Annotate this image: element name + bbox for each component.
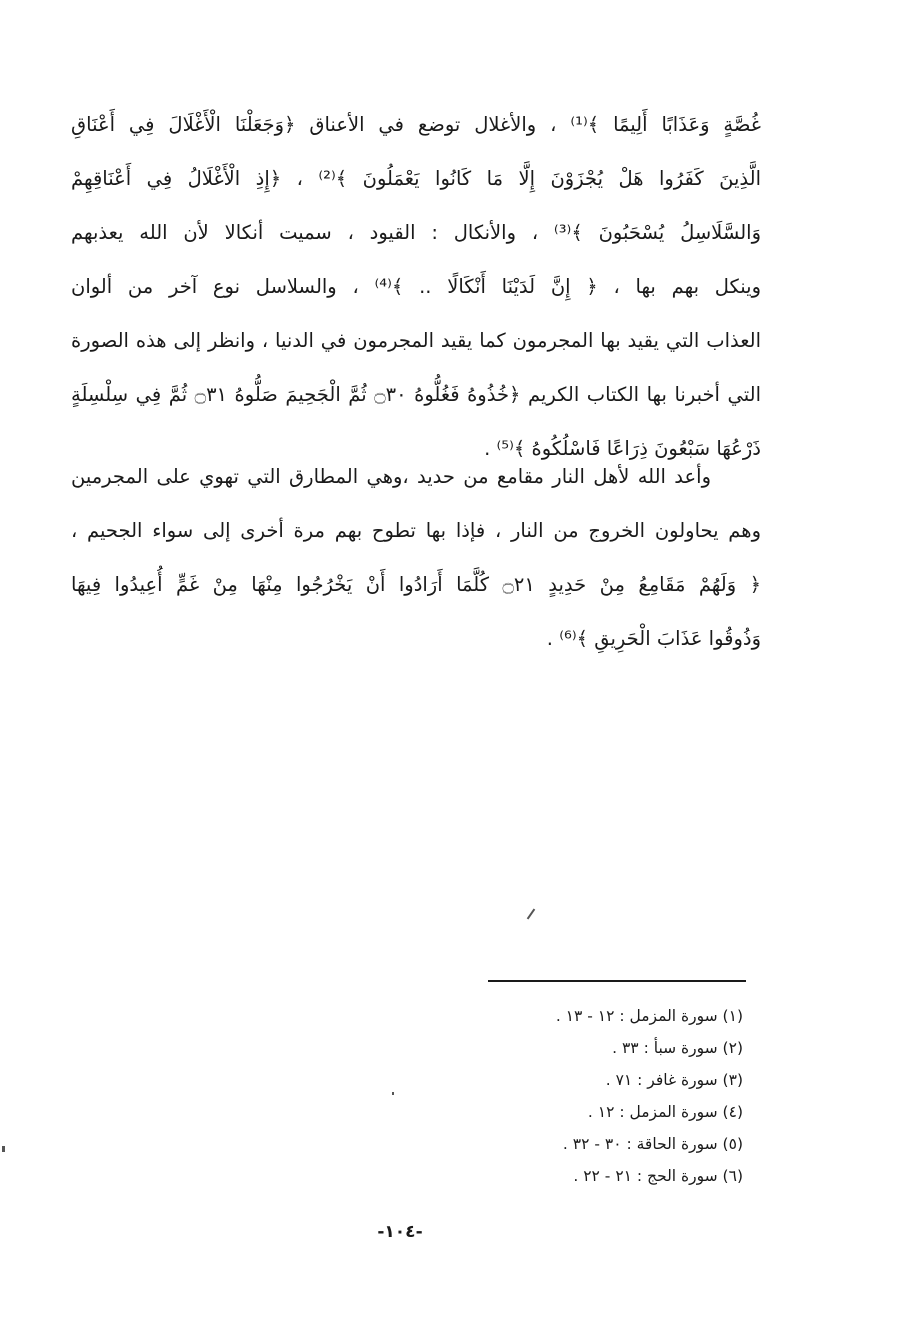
text-line: التي أخبرنا بها الكتاب الكريم ﴿خُذُوهُ فَغُلُّوهُ ۝٣٠ ثُمَّ الْجَحِيمَ صَلُّوهُ ۝٣١ ثُمَّ فِي سِلْسِلَةٍ [71,383,761,406]
text-line: الَّذِينَ كَفَرُوا هَلْ يُجْزَوْنَ إِلَّا مَا كَانُوا يَعْمَلُونَ ﴾⁽²⁾ ، ﴿إِذِ الْأَغْلَالُ فِي أَعْنَاقِهِمْ [71,167,761,190]
scan-speck [2,1146,5,1152]
text-line: وَذُوقُوا عَذَابَ الْحَرِيقِ ﴾⁽⁶⁾ . [546,627,761,650]
scan-speck [527,909,536,920]
text-line: ﴿ وَلَهُمْ مَقَامِعُ مِنْ حَدِيدٍ ۝٢١ كُلَّمَا أَرَادُوا أَنْ يَخْرُجُوا مِنْهَا مِنْ غَمٍّ أُعِيدُوا فِيهَا [71,573,761,596]
text-line: ذَرْعُهَا سَبْعُونَ ذِرَاعًا فَاسْلُكُوهُ ﴾⁽⁵⁾ . [484,437,761,460]
text-line: العذاب التي يقيد بها المجرمون كما يقيد المجرمون في الدنيا ، وانظر إلى هذه الصورة [71,329,761,352]
paragraph-1 [71,98,761,476]
footnote-2: (٢) سورة سبأ : ٣٣ . [612,1039,743,1057]
footnote-4: (٤) سورة المزمل : ١٢ . [587,1103,743,1121]
text-line: وهم يحاولون الخروج من النار ، فإذا بها تطوح بهم مرة أخرى إلى سواء الجحيم ، [71,519,761,542]
page-number: -١٠٤- [377,1222,423,1242]
footnote-3: (٣) سورة غافر : ٧١ . [605,1071,743,1089]
footnote-1: (١) سورة المزمل : ١٢ - ١٣ . [555,1007,743,1025]
text-line: وينكل بهم بها ، ﴿ إِنَّ لَدَيْنَا أَنْكَالًا .. ﴾⁽⁴⁾ ، والسلاسل نوع آخر من ألوان [71,275,761,298]
footnote-6: (٦) سورة الحج : ٢١ - ٢٢ . [573,1167,743,1185]
footnote-divider [488,980,746,982]
scan-speck [392,1092,394,1095]
footnote-5: (٥) سورة الحاقة : ٣٠ - ٣٢ . [562,1135,743,1153]
text-line: وأعد الله لأهل النار مقامع من حديد ،وهي المطارق التي تهوي على المجرمين [71,465,711,488]
text-line: غُصَّةٍ وَعَذَابًا أَلِيمًا ﴾⁽¹⁾ ، والأغلال توضع في الأعناق ﴿وَجَعَلْنَا الْأَغْلَالَ فِي أَعْنَاقِ [71,113,761,136]
footnotes [483,1000,743,1192]
paragraph-2 [71,450,761,666]
text-line: وَالسَّلَاسِلُ يُسْحَبُونَ ﴾⁽³⁾ ، والأنكال : القيود ، سميت أنكالا لأن الله يعذبهم [71,221,761,244]
